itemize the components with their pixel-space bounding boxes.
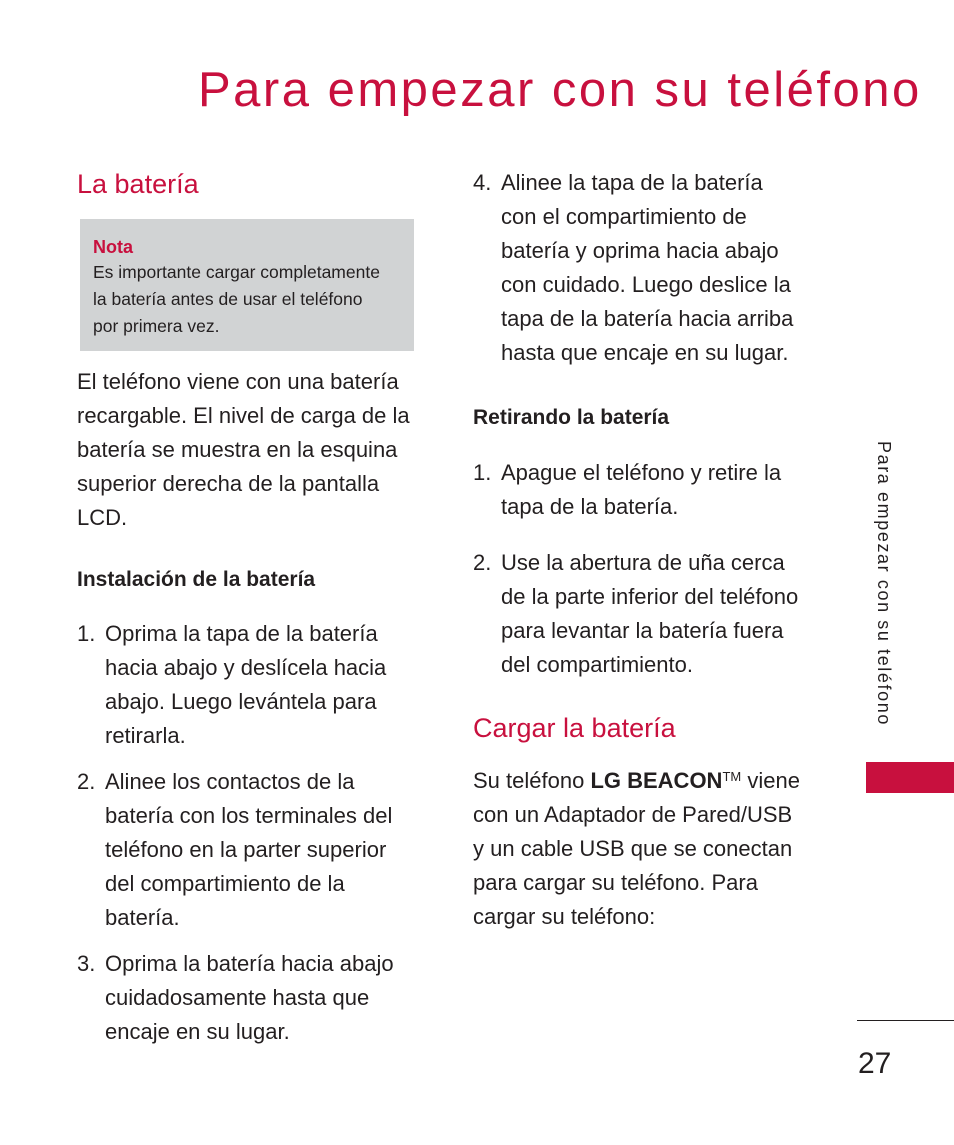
install-step-4 <box>473 166 843 370</box>
battery-intro: El teléfono viene con una batería recargable. El nivel de carga de la batería se muestra en la esquina superior derecha de la pantalla LCD. <box>77 369 410 530</box>
step-text: Use la abertura de uña cerca de la parte inferior del teléfono para levantar la batería fuera del compartimiento. <box>501 550 799 677</box>
install-heading: Instalación de la batería <box>77 568 316 591</box>
step-number: 2. <box>77 769 96 794</box>
step-text: Alinee los contactos de la batería con los terminales del teléfono en la parter superior del compartimiento de la batería. <box>105 769 393 930</box>
section-heading-charge: Cargar la batería <box>473 713 676 743</box>
install-step-2 <box>77 765 427 935</box>
section-heading-battery: La batería <box>77 169 199 199</box>
remove-step-2 <box>473 546 843 682</box>
page-title: Para empezar con su teléfono <box>198 63 922 117</box>
step-number: 4. <box>473 170 492 195</box>
step-text: Oprima la batería hacia abajo cuidadosamente hasta que encaje en su lugar. <box>105 951 394 1044</box>
page-number-rule <box>857 1020 954 1021</box>
charge-text <box>473 760 833 934</box>
step-number: 3. <box>77 951 96 976</box>
step-number: 1. <box>473 460 492 485</box>
install-step-1 <box>77 617 427 753</box>
page-number: 27 <box>858 1047 892 1080</box>
chapter-tab-marker <box>866 762 954 793</box>
remove-step-1 <box>473 456 843 524</box>
step-number: 1. <box>77 621 96 646</box>
side-chapter-label: Para empezar con su teléfono <box>874 441 894 726</box>
step-text: Alinee la tapa de la batería con el compartimiento de batería y oprima hacia abajo con cuidado. Luego deslice la tapa de la batería hacia arriba hasta que encaje en su lugar. <box>501 170 794 365</box>
note-box <box>80 219 414 351</box>
install-step-3 <box>77 947 427 1049</box>
note-label: Nota <box>93 237 133 257</box>
remove-heading: Retirando la batería <box>473 406 670 429</box>
trademark-symbol: TM <box>722 769 742 784</box>
step-number: 2. <box>473 550 492 575</box>
charge-text-prefix: Su teléfono <box>473 768 591 793</box>
note-text: Es importante cargar completamente la batería antes de usar el teléfono por primera vez. <box>93 262 380 336</box>
brand-name: LG BEACON <box>590 768 723 793</box>
step-text: Apague el teléfono y retire la tapa de la batería. <box>501 460 782 519</box>
charge-text-suffix: viene con un Adaptador de Pared/USB y un cable USB que se conectan para cargar su teléfono. Para cargar su teléfono: <box>473 768 800 929</box>
step-text: Oprima la tapa de la batería hacia abajo y deslícela hacia abajo. Luego levántela para retirarla. <box>105 621 387 748</box>
